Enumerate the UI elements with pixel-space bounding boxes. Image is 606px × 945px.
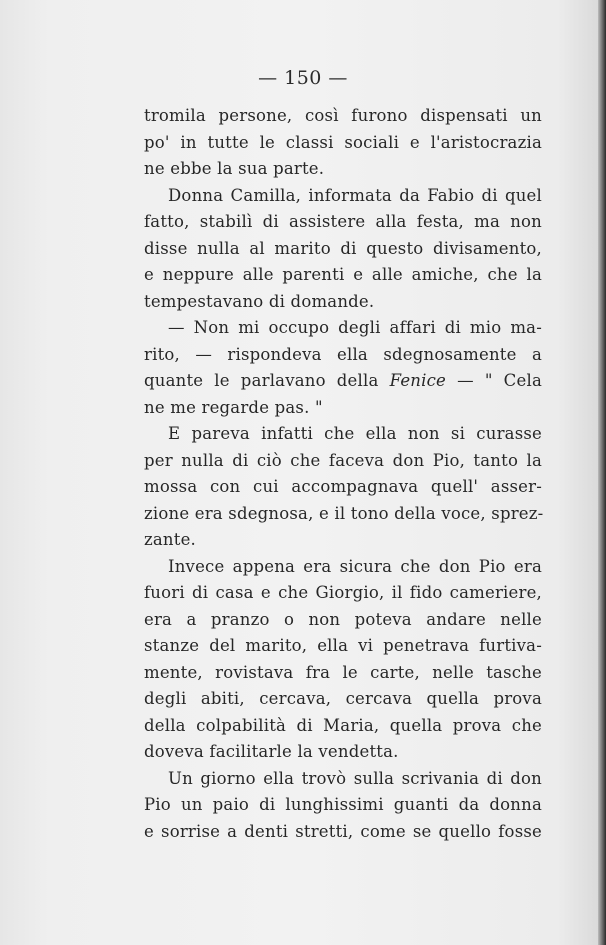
text-line: stanze del marito, ella vi penetrava furtiva-: [144, 636, 542, 655]
page-edge-shadow: [598, 0, 606, 945]
paragraph-2: [144, 183, 542, 316]
page-number: — 150 —: [258, 67, 348, 89]
italic-text: Fenice: [389, 371, 446, 390]
text-line: Pio un paio di lunghissimi guanti da donna: [144, 795, 542, 814]
text-line: Donna Camilla, informata da Fabio di quel: [168, 185, 542, 205]
text-fragment: — " Cela: [457, 371, 542, 390]
text-line: disse nulla al marito di questo divisamento,: [144, 238, 542, 258]
text-line: doveva facilitarle la vendetta.: [144, 742, 399, 761]
text-line: era a pranzo o non poteva andare nelle: [144, 609, 542, 629]
paragraph-1: [144, 103, 542, 183]
text-line: mente, rovistava fra le carte, nelle tasche: [144, 662, 542, 682]
text-line: [144, 368, 542, 395]
text-line: Un giorno ella trovò sulla scrivania di don: [168, 768, 542, 788]
text-line: Invece appena era sicura che don Pio era: [168, 556, 542, 576]
text-line: E pareva infatti che ella non si curasse: [168, 424, 542, 443]
text-line: ne ebbe la sua parte.: [144, 159, 325, 178]
text-fragment: quante le parlavano della: [144, 371, 379, 390]
paragraph-3: [144, 315, 542, 421]
body-text: [144, 103, 542, 845]
text-line: fuori di casa e che Giorgio, il fido cameriere,: [144, 583, 542, 602]
text-line: po' in tutte le classi sociali e l'aristocrazia: [144, 132, 542, 152]
text-line: fatto, stabilì di assistere alla festa, ma non: [144, 212, 542, 231]
text-line: — Non mi occupo degli affari di mio ma-: [168, 318, 542, 337]
text-line: degli abiti, cercava, cercava quella prova: [144, 689, 542, 708]
paragraph-5: [144, 554, 542, 766]
paragraph-4: [144, 421, 542, 554]
text-line: zione era sdegnosa, e il tono della voce, sprez-: [144, 503, 544, 523]
text-line: rito, — rispondeva ella sdegnosamente a: [144, 344, 542, 364]
text-line: zante.: [144, 530, 196, 549]
text-line: ne me regarde pas. ": [144, 397, 323, 417]
text-line: tempestavano di domande.: [144, 291, 375, 311]
paragraph-6: [144, 766, 542, 846]
text-line: mossa con cui accompagnava quell' asser-: [144, 477, 542, 496]
text-line: tromila persone, così furono dispensati un: [144, 106, 542, 125]
text-line: e neppure alle parenti e alle amiche, che la: [144, 265, 542, 284]
text-line: per nulla di ciò che faceva don Pio, tanto la: [144, 450, 542, 470]
text-line: e sorrise a denti stretti, come se quello fosse: [144, 821, 542, 841]
text-line: della colpabilità di Maria, quella prova che: [144, 715, 542, 735]
